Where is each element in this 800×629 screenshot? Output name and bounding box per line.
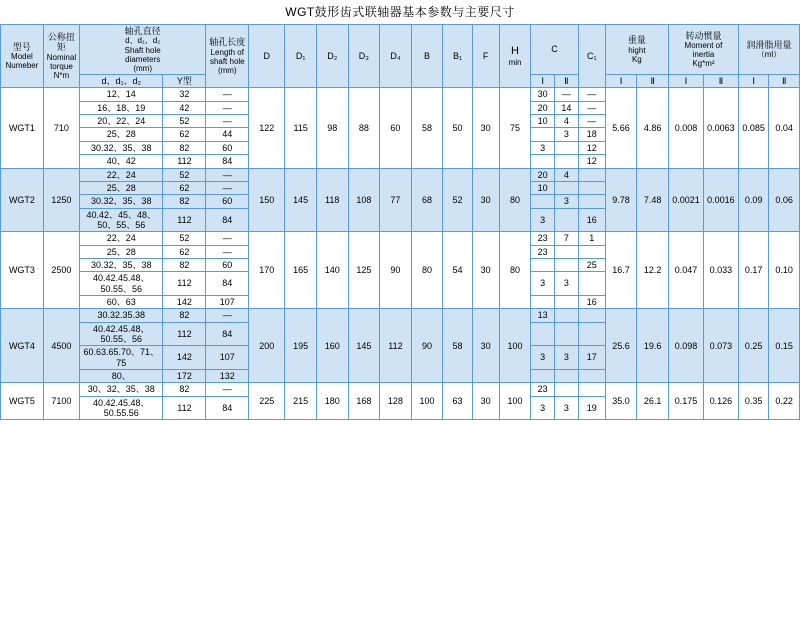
cell-D1: 215 bbox=[285, 383, 317, 420]
cell-weight-II: 12.2 bbox=[637, 232, 669, 309]
cell-C1: 18 bbox=[578, 128, 605, 141]
cell-C1 bbox=[578, 168, 605, 181]
cell-B1: 63 bbox=[443, 383, 472, 420]
cell-weight-I: 9.78 bbox=[605, 168, 637, 232]
cell-bore-length-j: — bbox=[206, 181, 249, 194]
header-model-cn: 型号 bbox=[12, 41, 31, 52]
cell-C1: 19 bbox=[578, 396, 605, 420]
cell-H: 100 bbox=[499, 309, 531, 383]
cell-B: 68 bbox=[411, 168, 443, 232]
header-inertia-cn: 转动惯量 bbox=[685, 30, 722, 41]
cell-C-I bbox=[531, 128, 555, 141]
cell-inertia-I: 0.175 bbox=[668, 383, 703, 420]
cell-C-II bbox=[555, 370, 579, 383]
header-torque bbox=[43, 25, 79, 88]
header-inertia-unit: Kg*m² bbox=[692, 59, 715, 69]
cell-C-I: 3 bbox=[531, 208, 555, 232]
cell-C1 bbox=[578, 245, 605, 258]
cell-bore-diameter: 40.42.45.48、50.55.56 bbox=[79, 396, 163, 420]
cell-B: 100 bbox=[411, 383, 443, 420]
page-title: WGT鼓形齿式联轴器基本参数与主要尺寸 bbox=[285, 5, 515, 19]
cell-C-I bbox=[531, 295, 555, 308]
cell-bore-diameter: 40.42.45.48、50.55、56 bbox=[79, 272, 163, 296]
header-bore-dia-en2: diameters bbox=[125, 54, 161, 64]
header-D: D bbox=[249, 25, 285, 88]
cell-C-II: 4 bbox=[555, 168, 579, 181]
cell-bore-length-j: 84 bbox=[206, 208, 249, 232]
cell-bore-length-j: 107 bbox=[206, 346, 249, 370]
cell-bore-length-j: 132 bbox=[206, 370, 249, 383]
cell-C-II bbox=[555, 383, 579, 396]
header-grease-cn: 润滑脂用量 bbox=[746, 39, 792, 50]
cell-grease-II: 0.04 bbox=[769, 88, 800, 168]
cell-inertia-II: 0.073 bbox=[703, 309, 738, 383]
cell-torque: 1250 bbox=[43, 168, 79, 232]
cell-inertia-II: 0.0063 bbox=[703, 88, 738, 168]
cell-F: 30 bbox=[472, 88, 499, 168]
cell-bore-length-y: 112 bbox=[163, 208, 206, 232]
cell-D: 200 bbox=[249, 309, 285, 383]
cell-grease-II: 0.15 bbox=[769, 309, 800, 383]
header-D4: D₄ bbox=[380, 25, 412, 88]
cell-C-I: 3 bbox=[531, 272, 555, 296]
cell-bore-length-y: 62 bbox=[163, 128, 206, 141]
cell-C-I: 23 bbox=[531, 245, 555, 258]
cell-C-I bbox=[531, 155, 555, 168]
cell-bore-length-y: 142 bbox=[163, 295, 206, 308]
header-model bbox=[1, 25, 44, 88]
header-bore-len-cn: 轴孔长度 bbox=[209, 37, 246, 48]
cell-bore-length-j: 107 bbox=[206, 295, 249, 308]
cell-C1: — bbox=[578, 88, 605, 101]
header-C-I: Ⅰ bbox=[531, 75, 555, 88]
header-inertia-I: Ⅰ bbox=[668, 75, 703, 88]
cell-C-I: 13 bbox=[531, 309, 555, 322]
cell-inertia-I: 0.0021 bbox=[668, 168, 703, 232]
cell-bore-length-y: 52 bbox=[163, 168, 206, 181]
cell-C-II: 14 bbox=[555, 101, 579, 114]
header-model-en2: Numeber bbox=[5, 61, 39, 71]
table-row bbox=[1, 383, 800, 396]
cell-D2: 180 bbox=[316, 383, 348, 420]
table-header bbox=[1, 25, 800, 88]
cell-C-II: 7 bbox=[555, 232, 579, 245]
cell-F: 30 bbox=[472, 309, 499, 383]
cell-inertia-II: 0.126 bbox=[703, 383, 738, 420]
cell-C-II bbox=[555, 245, 579, 258]
cell-B: 58 bbox=[411, 88, 443, 168]
cell-bore-length-j: 84 bbox=[206, 396, 249, 420]
cell-H: 100 bbox=[499, 383, 531, 420]
cell-B1: 54 bbox=[443, 232, 472, 309]
cell-C-II bbox=[555, 141, 579, 154]
cell-grease-I: 0.25 bbox=[738, 309, 768, 383]
cell-bore-diameter: 40.42、45、48、50、55、56 bbox=[79, 208, 163, 232]
header-bore-dia-col-y bbox=[163, 75, 206, 88]
table-row bbox=[1, 232, 800, 245]
header-inertia-en: Moment of bbox=[684, 40, 723, 50]
cell-bore-length-y: 52 bbox=[163, 115, 206, 128]
cell-inertia-I: 0.047 bbox=[668, 232, 703, 309]
header-C: C bbox=[531, 25, 578, 75]
cell-C-II: 3 bbox=[555, 272, 579, 296]
cell-bore-length-y: 82 bbox=[163, 309, 206, 322]
cell-bore-length-y: 62 bbox=[163, 245, 206, 258]
cell-bore-length-j: — bbox=[206, 115, 249, 128]
header-grease-unit: （ml） bbox=[756, 50, 782, 60]
cell-D3: 145 bbox=[348, 309, 380, 383]
header-grease-I: Ⅰ bbox=[738, 75, 768, 88]
header-bore-dia-unit: (mm) bbox=[133, 63, 152, 73]
header-weight-cn: 重量 bbox=[627, 35, 646, 46]
cell-C-I: 3 bbox=[531, 346, 555, 370]
header-inertia-en2: inertia bbox=[692, 50, 715, 60]
cell-weight-II: 7.48 bbox=[637, 168, 669, 232]
cell-C-II bbox=[555, 309, 579, 322]
cell-C-II: 3 bbox=[555, 128, 579, 141]
header-D3: D₃ bbox=[348, 25, 380, 88]
cell-C-I: 23 bbox=[531, 232, 555, 245]
cell-bore-length-y: 142 bbox=[163, 346, 206, 370]
cell-bore-diameter: 12、14 bbox=[79, 88, 163, 101]
cell-grease-II: 0.22 bbox=[769, 383, 800, 420]
header-weight bbox=[605, 25, 668, 75]
header-bore-dia-sub2: d、d₁、d₂ bbox=[101, 76, 141, 87]
table-row bbox=[1, 309, 800, 322]
cell-C1 bbox=[578, 383, 605, 396]
cell-C-II bbox=[555, 295, 579, 308]
header-inertia bbox=[668, 25, 738, 75]
cell-bore-diameter: 25、28 bbox=[79, 245, 163, 258]
cell-C-II: 4 bbox=[555, 115, 579, 128]
cell-C-II bbox=[555, 322, 579, 346]
cell-bore-diameter: 30.32、35、38 bbox=[79, 258, 163, 271]
cell-bore-length-y: 112 bbox=[163, 155, 206, 168]
header-weight-I: Ⅰ bbox=[605, 75, 637, 88]
cell-bore-length-y: 62 bbox=[163, 181, 206, 194]
header-weight-II: Ⅱ bbox=[637, 75, 669, 88]
cell-bore-length-j: — bbox=[206, 168, 249, 181]
header-bore-dia-sub: d、d₁、d₂ bbox=[125, 36, 161, 46]
cell-D1: 145 bbox=[285, 168, 317, 232]
cell-bore-length-j: 60 bbox=[206, 141, 249, 154]
cell-C1 bbox=[578, 322, 605, 346]
cell-bore-length-j: 84 bbox=[206, 322, 249, 346]
cell-bore-length-j: — bbox=[206, 101, 249, 114]
table-row bbox=[1, 88, 800, 101]
cell-bore-length-j: 84 bbox=[206, 155, 249, 168]
cell-bore-length-y: 52 bbox=[163, 232, 206, 245]
cell-F: 30 bbox=[472, 168, 499, 232]
cell-bore-diameter: 25、28 bbox=[79, 128, 163, 141]
cell-C1: 17 bbox=[578, 346, 605, 370]
header-H-label: H bbox=[511, 45, 519, 58]
cell-C-I bbox=[531, 370, 555, 383]
cell-D: 170 bbox=[249, 232, 285, 309]
cell-C-I bbox=[531, 258, 555, 271]
cell-C-I: 10 bbox=[531, 181, 555, 194]
cell-D4: 112 bbox=[380, 309, 412, 383]
cell-C-II bbox=[555, 258, 579, 271]
cell-C-I bbox=[531, 322, 555, 346]
header-weight-en: hight bbox=[628, 45, 646, 55]
header-torque-unit: N*m bbox=[53, 71, 70, 81]
cell-C1: 16 bbox=[578, 295, 605, 308]
cell-D: 225 bbox=[249, 383, 285, 420]
cell-C-I: 20 bbox=[531, 101, 555, 114]
cell-bore-diameter: 25、28 bbox=[79, 181, 163, 194]
cell-bore-length-j: — bbox=[206, 245, 249, 258]
cell-C-II bbox=[555, 155, 579, 168]
cell-inertia-II: 0.033 bbox=[703, 232, 738, 309]
cell-C-II: 3 bbox=[555, 346, 579, 370]
cell-model: WGT3 bbox=[1, 232, 44, 309]
header-torque-cn2: Nominal bbox=[46, 52, 77, 62]
header-bore-dia-col-d bbox=[79, 75, 163, 88]
header-B: B bbox=[411, 25, 443, 88]
header-grease bbox=[738, 25, 799, 75]
cell-torque: 710 bbox=[43, 88, 79, 168]
cell-D3: 88 bbox=[348, 88, 380, 168]
cell-bore-length-y: 172 bbox=[163, 370, 206, 383]
cell-bore-diameter: 22、24 bbox=[79, 168, 163, 181]
cell-C-I: 23 bbox=[531, 383, 555, 396]
cell-bore-diameter: 16、18、19 bbox=[79, 101, 163, 114]
cell-H: 80 bbox=[499, 232, 531, 309]
cell-D: 122 bbox=[249, 88, 285, 168]
cell-C1 bbox=[578, 370, 605, 383]
cell-C1: 16 bbox=[578, 208, 605, 232]
table-row bbox=[1, 168, 800, 181]
cell-D3: 108 bbox=[348, 168, 380, 232]
cell-C1 bbox=[578, 272, 605, 296]
cell-torque: 7100 bbox=[43, 383, 79, 420]
cell-bore-length-j: — bbox=[206, 309, 249, 322]
cell-weight-I: 16.7 bbox=[605, 232, 637, 309]
cell-bore-diameter: 60、63 bbox=[79, 295, 163, 308]
header-C1: C₁ bbox=[578, 25, 605, 88]
cell-bore-diameter: 22、24 bbox=[79, 232, 163, 245]
cell-bore-length-j: — bbox=[206, 383, 249, 396]
cell-C-II: — bbox=[555, 88, 579, 101]
cell-bore-diameter: 40.42.45.48、50.55、56 bbox=[79, 322, 163, 346]
cell-bore-length-j: 84 bbox=[206, 272, 249, 296]
cell-inertia-II: 0.0016 bbox=[703, 168, 738, 232]
header-model-en: Model bbox=[11, 52, 33, 62]
cell-D4: 90 bbox=[380, 232, 412, 309]
cell-bore-length-y: 42 bbox=[163, 101, 206, 114]
cell-bore-length-j: 44 bbox=[206, 128, 249, 141]
cell-D2: 160 bbox=[316, 309, 348, 383]
cell-D2: 118 bbox=[316, 168, 348, 232]
cell-bore-length-j: — bbox=[206, 232, 249, 245]
cell-grease-I: 0.35 bbox=[738, 383, 768, 420]
cell-bore-length-j: — bbox=[206, 88, 249, 101]
cell-H: 80 bbox=[499, 168, 531, 232]
header-B1: B₁ bbox=[443, 25, 472, 88]
cell-bore-diameter: 20、22、24 bbox=[79, 115, 163, 128]
header-col-y: Y型 bbox=[176, 76, 192, 87]
cell-bore-length-y: 82 bbox=[163, 258, 206, 271]
cell-bore-diameter: 40、42 bbox=[79, 155, 163, 168]
cell-C1: — bbox=[578, 101, 605, 114]
cell-weight-II: 26.1 bbox=[637, 383, 669, 420]
cell-C1 bbox=[578, 181, 605, 194]
cell-B1: 58 bbox=[443, 309, 472, 383]
cell-C-II bbox=[555, 181, 579, 194]
header-grease-II: Ⅱ bbox=[769, 75, 800, 88]
cell-B: 80 bbox=[411, 232, 443, 309]
header-H-sub: min bbox=[508, 57, 522, 67]
cell-grease-I: 0.085 bbox=[738, 88, 768, 168]
cell-bore-length-y: 82 bbox=[163, 383, 206, 396]
header-bore-len bbox=[206, 25, 249, 88]
cell-B1: 50 bbox=[443, 88, 472, 168]
cell-C-II: 3 bbox=[555, 195, 579, 208]
header-torque-cn: 公称扭矩 bbox=[47, 32, 75, 53]
cell-B1: 52 bbox=[443, 168, 472, 232]
cell-D2: 140 bbox=[316, 232, 348, 309]
cell-weight-II: 4.86 bbox=[637, 88, 669, 168]
cell-C1: 12 bbox=[578, 141, 605, 154]
cell-D4: 77 bbox=[380, 168, 412, 232]
header-F: F bbox=[472, 25, 499, 88]
cell-bore-length-y: 82 bbox=[163, 195, 206, 208]
cell-C-II: 3 bbox=[555, 396, 579, 420]
header-D2: D₂ bbox=[316, 25, 348, 88]
cell-D3: 125 bbox=[348, 232, 380, 309]
cell-H: 75 bbox=[499, 88, 531, 168]
table-body bbox=[1, 88, 800, 420]
header-C-II: Ⅱ bbox=[555, 75, 579, 88]
cell-bore-diameter: 30.32、35、38 bbox=[79, 141, 163, 154]
cell-D4: 128 bbox=[380, 383, 412, 420]
cell-weight-II: 19.6 bbox=[637, 309, 669, 383]
header-bore-len-en2: shaft hole (mm) bbox=[209, 56, 245, 75]
cell-D4: 60 bbox=[380, 88, 412, 168]
cell-bore-length-y: 112 bbox=[163, 396, 206, 420]
cell-C-II bbox=[555, 208, 579, 232]
cell-C-I bbox=[531, 195, 555, 208]
cell-D3: 168 bbox=[348, 383, 380, 420]
header-bore-len-en: Length of bbox=[210, 47, 244, 57]
cell-D1: 195 bbox=[285, 309, 317, 383]
spec-table bbox=[0, 24, 800, 420]
cell-C-I: 3 bbox=[531, 141, 555, 154]
cell-C1: — bbox=[578, 115, 605, 128]
cell-bore-length-j: 60 bbox=[206, 258, 249, 271]
cell-bore-length-y: 112 bbox=[163, 272, 206, 296]
header-bore-dia bbox=[79, 25, 205, 75]
cell-weight-I: 25.6 bbox=[605, 309, 637, 383]
cell-bore-length-j: 60 bbox=[206, 195, 249, 208]
cell-C-I: 10 bbox=[531, 115, 555, 128]
cell-inertia-I: 0.098 bbox=[668, 309, 703, 383]
cell-C1 bbox=[578, 309, 605, 322]
cell-F: 30 bbox=[472, 232, 499, 309]
cell-C1: 25 bbox=[578, 258, 605, 271]
cell-grease-II: 0.10 bbox=[769, 232, 800, 309]
cell-model: WGT5 bbox=[1, 383, 44, 420]
cell-C1 bbox=[578, 195, 605, 208]
cell-weight-I: 35.0 bbox=[605, 383, 637, 420]
cell-D2: 98 bbox=[316, 88, 348, 168]
header-bore-dia-cn: 轴孔直径 bbox=[124, 26, 161, 36]
header-inertia-II: Ⅱ bbox=[703, 75, 738, 88]
cell-B: 90 bbox=[411, 309, 443, 383]
cell-D1: 165 bbox=[285, 232, 317, 309]
cell-bore-diameter: 30.32.35.38 bbox=[79, 309, 163, 322]
cell-C1: 12 bbox=[578, 155, 605, 168]
cell-bore-length-y: 82 bbox=[163, 141, 206, 154]
cell-model: WGT4 bbox=[1, 309, 44, 383]
header-bore-dia-en: Shaft hole bbox=[124, 45, 161, 55]
cell-C1: 1 bbox=[578, 232, 605, 245]
header-torque-en: torque bbox=[50, 61, 73, 71]
cell-weight-I: 5.66 bbox=[605, 88, 637, 168]
cell-grease-II: 0.06 bbox=[769, 168, 800, 232]
cell-C-I: 20 bbox=[531, 168, 555, 181]
cell-D: 150 bbox=[249, 168, 285, 232]
cell-grease-I: 0.09 bbox=[738, 168, 768, 232]
header-D1: D₁ bbox=[285, 25, 317, 88]
cell-inertia-I: 0.008 bbox=[668, 88, 703, 168]
cell-torque: 2500 bbox=[43, 232, 79, 309]
cell-torque: 4500 bbox=[43, 309, 79, 383]
cell-bore-diameter: 80、 bbox=[79, 370, 163, 383]
cell-model: WGT2 bbox=[1, 168, 44, 232]
cell-F: 30 bbox=[472, 383, 499, 420]
header-H bbox=[499, 25, 531, 88]
cell-bore-diameter: 30.32、35、38 bbox=[79, 195, 163, 208]
cell-C-I: 3 bbox=[531, 396, 555, 420]
cell-bore-length-y: 32 bbox=[163, 88, 206, 101]
header-weight-unit: Kg bbox=[631, 54, 642, 64]
cell-bore-length-y: 112 bbox=[163, 322, 206, 346]
cell-model: WGT1 bbox=[1, 88, 44, 168]
cell-D1: 115 bbox=[285, 88, 317, 168]
cell-bore-diameter: 60.63.65.70、71、75 bbox=[79, 346, 163, 370]
cell-C-I: 30 bbox=[531, 88, 555, 101]
cell-grease-I: 0.17 bbox=[738, 232, 768, 309]
cell-bore-diameter: 30、32、35、38 bbox=[79, 383, 163, 396]
